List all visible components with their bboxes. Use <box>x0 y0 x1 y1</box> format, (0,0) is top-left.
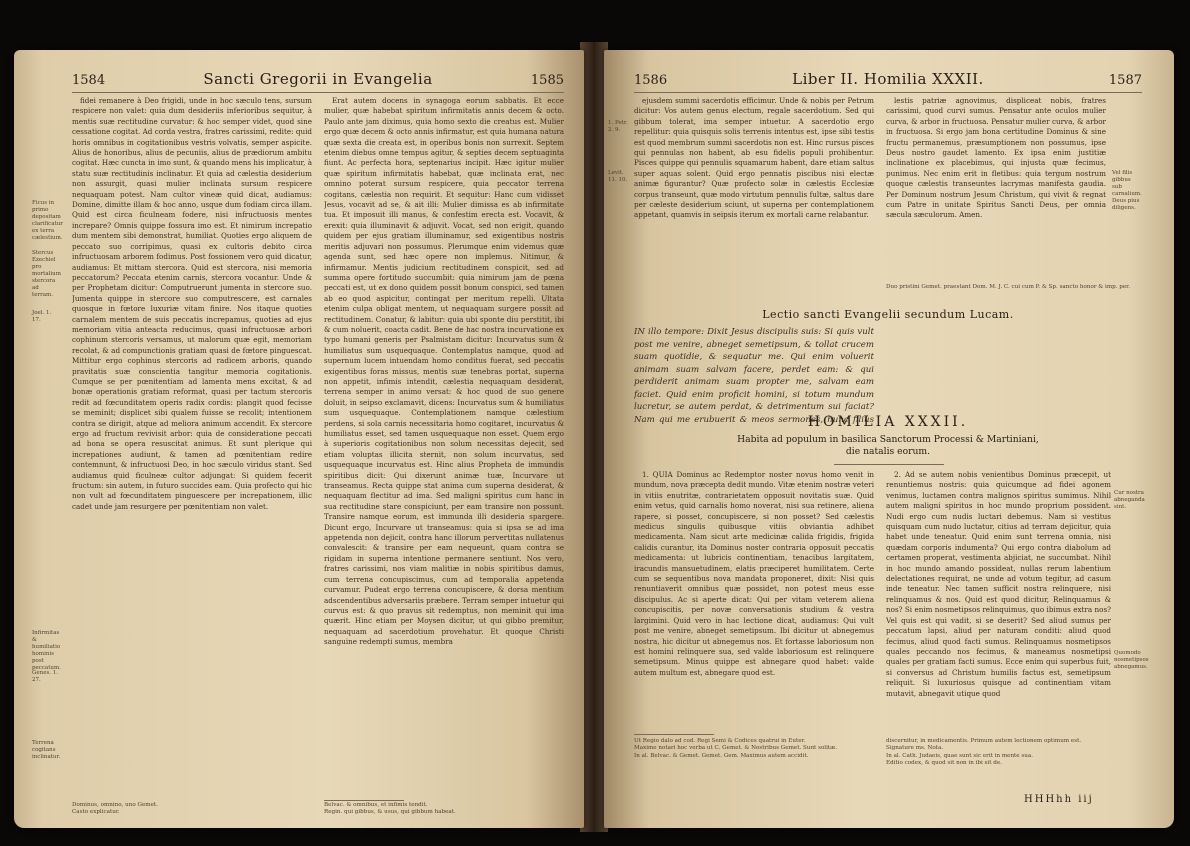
right-footnote-3: In al. Belvac. & Gemet. Gemet. Gem. Maximus autem accidit. <box>634 752 809 759</box>
left-margin-note-6: Terrena cogitans inclinatur. <box>32 740 61 760</box>
left-page-number-2: 1585 <box>530 73 564 88</box>
gospel-text-col2 <box>894 326 1134 424</box>
right-footnote-6: In al. Cath. Judaeis, quae sunt sic erit in mente sua. <box>886 752 1033 759</box>
left-margin-note-4: Infirmitas & humiliatio hominis post peccatum. <box>32 630 61 671</box>
right-margin-note-3: Cur nostra abneganda sint. <box>1114 490 1145 510</box>
left-footnote-2: Casto explicatur. <box>72 809 120 816</box>
homily-body-col2: 2. Ad se autem nobis venientibus Dominus præcepit, ut renuntiemus nostris: quia quicumque ad fidei agonem venimus, luctamen contra malignos spiritus sumimus. Nihil autem maligni spiritus in hoc mundo proprium possident. Nudi ergo cum nudis luctari debemus. Nam si vestitus quisquam cum nudo luctatur, citius ad terram dejicitur, quia habet unde teneatur. Quid enim sunt terrena omnia, nisi quædam corporis indumenta? Qui ergo contra diabolum ad certamen properat, vestimenta abjiciat, ne succumbat. Nihil in hoc mundo amando possideat, nullas rerum labentium delectationes requirat, ne unde ad votum tegitur, ad casum inde teneatur. Nec tamen sufficit nostra relinquere, nisi relinquamus & nos. Quid est quod dicitur, Relinquamus & nos? Si enim nosmetipsos relinquimus, quo ibimus extra nos? Vel quis est qui vadit, si se deserit? Sed aliud sumus per peccatum lapsi, aliud per naturam conditi: aliud quod fecimus, aliud quod facti sumus. Relinquamus nosmetipsos quales peccando nos fecimus, & maneamus nosmetipsi quales per gratiam facti sumus. Ecce enim qui superbus fuit, si conversus ad Christum humilis factus est, semetipsum reliquit. Si luxuriosus quisque ad continentiam vitam mutavit, abnegavit utique quod <box>886 470 1111 698</box>
right-page <box>604 50 1174 828</box>
signature-mark: HHHhh iij <box>1024 794 1094 805</box>
left-page-number-1: 1584 <box>72 73 106 88</box>
left-margin-note-3: Joel. 1. 17. <box>32 310 52 323</box>
left-page <box>14 50 584 828</box>
right-top-footnote: Duo pristini Gemet. praestant Dom. M. J. C. cui cum P. & Sp. sancto honor & imp. per. <box>886 284 1131 290</box>
left-header <box>72 70 564 90</box>
gospel-text-col1 <box>634 326 874 424</box>
left-column-2 <box>324 96 564 796</box>
right-top-column-2 <box>886 96 1106 282</box>
homily-rule <box>834 464 944 465</box>
right-margin-note-4: Quomodo nosmetipsos abnegamus. <box>1114 650 1149 670</box>
left-margin-note-2: Stercus Ezechiel pro mortalium stercora ad terram. <box>32 250 61 298</box>
left-header-rule <box>72 92 564 93</box>
right-footnote-rule <box>634 734 714 735</box>
left-footnote-rule <box>324 800 404 801</box>
lectio-heading: Lectio sancti Evangelii secundum Lucam. <box>762 308 1014 321</box>
homily-body-col1: 1. QUIA Dominus ac Redemptor noster novus homo venit in mundum, nova præcepta dedit mundo. Vitæ etenim nostræ veteri in vitiis enutritæ, contrarietatem opposuit novitatis suæ. Quid enim vetus, quid carnalis homo noverat, nisi sua retinere, aliena rapere, si posset, concupiscere, si non posset? Sed cælestis medicus singulis quibusque vitiis obviantia adhibet medicamenta. Nam sicut arte medicinæ calida frigidis, frigida calidis curantur, ita Dominus noster contraria opposuit peccatis medicamenta: ut lubricis continentiam, tenacibus largitatem, iracundis mansuetudinem, elatis præciperet humilitatem. Certe cum se sequentibus nova mandata proponeret, dixit: Nisi quis renuntiaverit omnibus quæ possidet, non potest meus esse discipulus. Ac si aperte dicat: Qui per vitam veterem aliena concupiscitis, per novæ conversationis studium & vestra largimini. Quid vero in hac lectione dicat, audiamus: Qui vult post me venire, abneget semetipsum. Ibi dicitur ut abnegemus nostra, hic dicitur ut abnegemus nos. Et fortasse laboriosum non est homini relinquere sua, sed valde laboriosum est relinquere semetipsum. Minus quippe est abnegare quod habet: valde autem multum est, abnegare quod est. <box>634 470 874 677</box>
left-running-title: Sancti Gregorii in Evangelia <box>203 70 433 88</box>
right-footnotes-col2 <box>886 738 1136 768</box>
right-margin-note-1: 1. Petr. 2. 9. <box>608 120 628 133</box>
right-footnote-2: Maxime notari hoc verba ut C. Gemet. & Nostribus Gemet. Sunt solitæ. <box>634 745 838 752</box>
right-top-column-1 <box>634 96 874 282</box>
right-page-number-1: 1586 <box>634 73 668 88</box>
right-col1-text: ejusdem summi sacerdotis efficimur. Unde & nobis per Petrum dicitur: Vos autem genus electum, regale sacerdotium. Sed qui gibbum tolerat, ima semper intuetur. A sacerdotio ergo repellitur: quia quisquis solis terrenis intentus est, ipse sibi testis est quod membrum summi sacerdotis non est. Hinc rursus pisces qui pennulas non habent, ab esu fidelis populi prohibentur. Pisces quippe qui pennulis squamarum habent, dare etiam saltus super aquas solent. Quid ergo pennatis piscibus nisi electæ animæ figurantur? Quæ profecto solæ in cælestis Ecclesiæ corpus transeunt, quæ modo virtutum pennulis fultæ, saltus dare per cæleste desiderium sciunt, ut superna per contemplationem appetant, quamvis in seipsis iterum ex mortali carne relabantur. <box>634 96 874 220</box>
left-footnote-4: Regin. qui gibbus, & usus, qui gibbum habeat. <box>324 809 456 816</box>
left-footnotes-col1 <box>72 802 312 817</box>
left-footnote-3: Belvac. & omnibus, et infimis tendit. <box>324 802 428 808</box>
left-col2-text: Erat autem docens in synagoga eorum sabbatis. Et ecce mulier, quæ habebat spiritum infirmitatis annis decem & octo. Paulo ante jam diximus, quia homo sexto die creatus est. Mulier ergo quæ decem & octo annis infirmatur, est quia humana natura quæ sexta die creata est, in operibus bonis non surrexit. Septem etenim diebus omne tempus agitur, & septies decem septuaginta fiunt. Ac perfecta hora, septenarius incipit. Hæc igitur mulier quæ spiritum infirmitatis habebat, quæ inclinata erat, nec omnino poterat sursum respicere, quia peccator terrena cogitans, cælestia non requirit. Et sequitur: Hanc cum vidisset Jesus, vocavit ad se, & ait illi: Mulier dimissa es ab infirmitate tua. Et imposuit illi manus, & confestim erecta est. Vocavit, & erexit: quia illuminavit & adjuvit. Vocat, sed non erigit, quando quidem per ejus gratiam illuminamur, sed exigentibus nostris meritis adjuvari non possumus. Plerumque enim videmus quæ agenda sunt, sed hæc opere non implemus. Nitimur, & infirmamur. Mentis judicium rectitudinem conspicit, sed ad summa opere fortitudo succumbit: quia nimirum jam de pœna peccati est, ut ex dono quidem possit bonum conspici, sed tamen ab eo quod aspicitur, contingat per meritum repelli. Ultata etenim culpa obligat mentem, ut nequaquam surgere possit ad rectitudinem. Conatur, & labitur: quia ubi sponte diu perstitit, ibi & cum noluerit, coacta cadit. Bene de hac nostra incurvatione ex typo humani generis per Psalmistam dicitur: Incurvatus sum & humiliatus sum usquequaque. Contemplatus namque, quod ad supernum lucem intuendam homo conditus fuerat, sed peccatis exigentibus foras missus, mentis suæ tenebras portat, superna non appetit, infimis intendit, cælestia nequaquam desiderat, terrena semper in animo versat: & hoc quod de suo genere doluit, in seipso exclamavit, dicens: Incurvatus sum & humiliatus sum usquequaque. Contemplationem namque cælestium perdens, si sola carnis necessitaria homo cogitaret, incurvatus & humiliatus esset, sed tamen usquequaque non esset. Quem ergo à superioris cogitationibus non solum necessitas dejecit, sed etiam voluptas illicita sternit, non solum incurvatus, sed usquequaque incurvatus est. Hinc alius Propheta de immundis spiritibus dicit: Qui dixerunt animæ tuæ, Incurvare ut transeamus. Recta quippe stat anima cum superna desiderat, & nequaquam flectitur ad ima. Sed maligni spiritus cum hanc in sua rectitudine stare conspiciunt, per eam transire non possunt. Transire namque eorum, est immunda illi desideria spargere. Dicunt ergo, Incurvare ut transeamus: quia si ipsa se ad ima appetenda non dejicit, contra hanc illorum pervertitas nullatenus convalescit: & transire per eam nequeunt, quam contra se rigidam in superna intentione permanere sentiunt. Nos vero, fratres carissimi, nos viam malitiæ in nobis spiritibus damus, cum terrena concupiscimus, cum ad temporalia appetenda curvamur. Pudeat ergo terrena concupiscere, & dorsa mentium adscendentibus adversariis præbere. Terram semper intuetur qui curvus est: & quo pravus sit redemptus, non meminit qui ima quærit. Hinc etiam per Moysen dicitur, ut qui gibbo premitur, nequaquam ad sacerdotium provehatur. Et quoque Christi sanguine redempti sumus, membra <box>324 96 564 647</box>
right-footnote-1: Ut Regio dalo ad cod. Regi Semi & Codices quatrui in Euter. <box>634 738 806 744</box>
left-column-1 <box>72 96 312 796</box>
left-margin-note-5: Genes. 1. 27. <box>32 670 59 683</box>
gospel-text: IN illo tempore: Dixit Jesus discipulis suis: Si quis vult post me venire, abneget semetipsum, & tollat crucem suam quotidie, & sequatur me. Qui enim voluerit animam suam salvam facere, perdet eam: & qui perdiderit animam suam propter me, salvam eam faciet. Quid enim proficit homini, si totum mundum lucretur, se autem perdat, & detrimentum sui faciat? Nam qui me erubuerit & meos sermones, hunc filius <box>634 327 874 424</box>
book-spread <box>14 22 1176 834</box>
right-side-margin-note: Vel filis gibbus sub carnalium. Deus pius diligens. <box>1112 170 1142 211</box>
left-footnotes-col2 <box>324 802 564 817</box>
homily-subtitle: Habita ad populum in basilica Sanctorum Processi & Martiniani, die natalis eorum. <box>737 434 1039 457</box>
homily-column-1 <box>634 470 874 730</box>
left-footnote-1: Dominus, omnino, uno Gemet. <box>72 802 158 808</box>
right-footnotes-col1 <box>634 738 874 760</box>
right-header-rule <box>634 92 1142 93</box>
right-margin-note-2: Levit. 11. 10. <box>608 170 628 183</box>
right-header <box>634 70 1142 90</box>
homily-title: HOMILIA XXXII. <box>807 414 969 430</box>
right-page-number-2: 1587 <box>1108 73 1142 88</box>
left-margin-note-1: Ficus in primo depositam clarificatur ex terra cælestium. <box>32 200 63 241</box>
right-footnote-5: Signature ms. Nota. <box>886 745 944 752</box>
right-col2-text: lestis patriæ agnovimus, displiceat nobis, fratres carissimi, quod curvi sumus. Pensatur ante oculos mulier curva, & arbor in fructuosa. Pensatur mulier curva, & arbor in fructuosa. Si ergo jam bona certitudine Dominus & sine fructu permanemus, præsumptionem non possumus, ipse Deus nostro gaudet lamento. Ex ipsa enim justitiæ inclinatione ex placebimus, qui injusta quæ fecimus, punimus. Nec enim erit in fletibus: quia tergum nostrum quoque cælestis transeuntes lacrymas manifesta gaudia. Per Dominum nostrum Jesum Christum, qui vivit & regnat cum Patre in unitate Spiritus Sancti Deus, per omnia sæcula sæculorum. Amen. <box>886 96 1106 220</box>
right-footnote-7: Editio codex, & quod sit non in ibi sit de. <box>886 760 1002 767</box>
left-col1-text: fidei remanere à Deo frigidi, unde in hoc sæculo tens, sursum respicere non valet: quia dum desideriis inferioribus sequitur, à mentis suæ rectitudine curvatur: & hoc semper videt, quod sine cessatione cogitat. Ad corda vestra, fratres carissimi, redite: quid horis omnibus in cogitationibus vestris volvatis, semper aspicite. Alius de honoribus, alius de pecuniis, alius de prædiorum ambitu cogitat. Hæc cuncta in imo sunt, & quando mens his implicatur, à statu suæ rectitudinis inclinatur. Et quia ad cælestia desiderium non assurgit, quasi mulier inclinata sursum respicere nequaquam potest. Nam cultor vineæ quid dicat, audiamus: Domine, dimitte illam & hoc anno, usque dum fodiam circa illam. Quid est circa ficulneam fodere, nisi infructuosis mentes increpare? Omnis quippe fossura imo est. Et nimirum increpatio dum mentem sibi demonstrat, humiliat. Quoties ergo aliquem de peccato suo corripimus, quasi ex cultoris debito circa infructuosam arborem fodimus. Post fossionem vero quid dicatur, audiamus: Et mittam stercora. Quid est stercora, nisi memoria peccatorum? Peccata etenim carnis, stercora vocantur. Unde & per Prophetam dicitur: Computruerunt jumenta in stercore suo. Jumenta quippe in stercore suo computrescere, est carnales quosque in fœtore luxuriæ vitam finire. Nos itaque quoties carnalem mentem de suis peccatis increpamus, quoties ad ejus memoriam vitia anteacta reducimus, quasi infructuosæ arbori cophinum stercoris versamus, ut malorum quæ egit, memoriam recolat, & ad compunctionis gratiam quasi de fœtore pinguescat. Mittitur ergo cophinus stercoris ad radicem arboris, quando pravitatis suæ conscientia tangitur memoria cogitationis. Cumque se per pœnitentiam ad lamenta mens excitat, & ad bonæ operationis gratiam reformat, quasi per tactum stercoris redit ad fœcunditatem operis radix cordis: plangit quod fecisse se meminit; displicet sibi qualem fuisse se recolit; intentionem contra se dirigit, atque ad meliora animum accendit. Ex stercore ergo ad fructum revivisit arbor: quia de consideratione peccati ad bona se opera resuscitat animus. Et sunt plerique qui increpationes audiunt, & tamen ad pœnitentiam redire contemnunt, & infructuosi Deo, in hoc sæculo viridus stant. Sed audiamus quid ficulneæ cultor adjungat: Si quidem fecerit fructum: sin autem, in futuro succides eam. Quia profecto qui hic non vult ad fœcunditatem pinguescere per increpationem, illic cadet unde jam resurgere per pœnitentiam non valet. <box>72 96 312 511</box>
homily-column-2 <box>886 470 1111 730</box>
right-footnote-4: discernitur, in medicamentis. Primum autem lectionem optimum est. <box>886 738 1082 744</box>
right-running-title: Liber II. Homilia XXXII. <box>792 70 984 88</box>
